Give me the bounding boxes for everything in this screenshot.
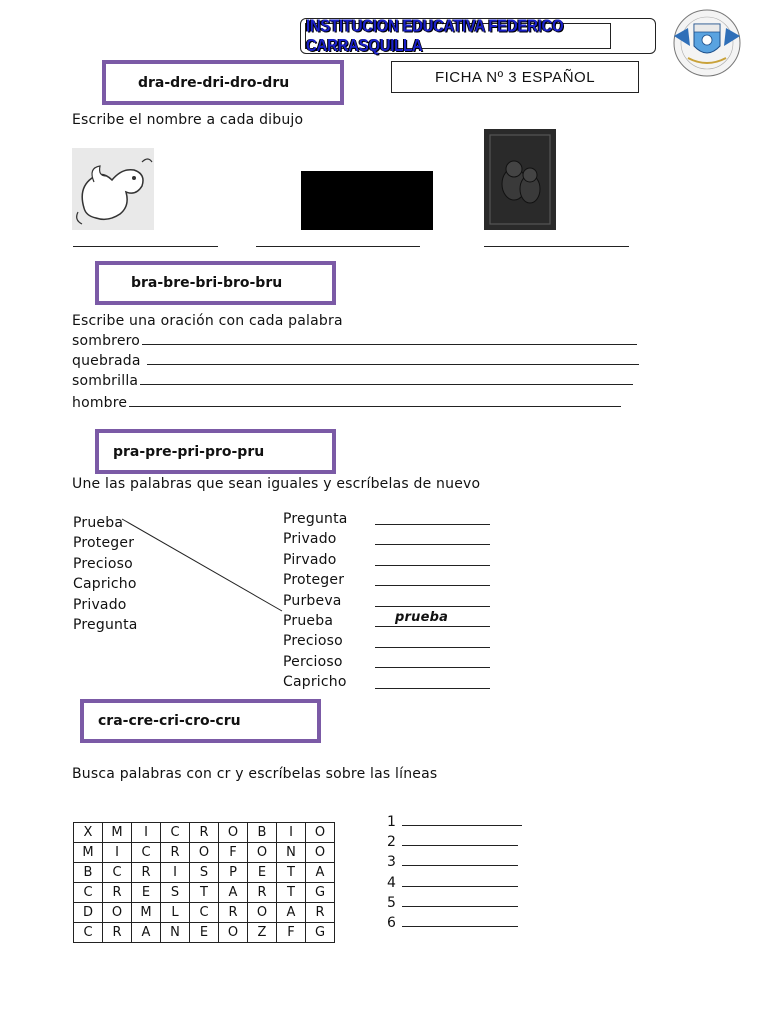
right-word[interactable]: Pirvado xyxy=(283,551,337,568)
sentence-row-quebrada xyxy=(72,353,639,369)
grid-cell[interactable]: T xyxy=(277,863,306,883)
answer-line[interactable] xyxy=(375,625,490,627)
grid-cell[interactable]: Z xyxy=(248,923,277,943)
answer-line-1[interactable] xyxy=(73,245,218,247)
grid-row xyxy=(74,903,335,923)
grid-cell[interactable]: A xyxy=(219,883,248,903)
answer-line[interactable] xyxy=(375,584,490,586)
grid-cell[interactable]: A xyxy=(306,863,335,883)
numbered-line-6 xyxy=(387,915,518,931)
answer-line[interactable] xyxy=(375,564,490,566)
grid-row xyxy=(74,843,335,863)
grid-cell[interactable]: R xyxy=(161,843,190,863)
grid-cell[interactable]: C xyxy=(161,823,190,843)
left-word[interactable]: Capricho xyxy=(73,576,137,593)
grid-cell[interactable]: R xyxy=(103,923,132,943)
grid-row xyxy=(74,883,335,903)
grid-cell[interactable]: I xyxy=(277,823,306,843)
sentence-line[interactable] xyxy=(142,343,637,345)
word-answer-line[interactable] xyxy=(402,844,518,846)
grid-cell[interactable]: O xyxy=(103,903,132,923)
grid-row xyxy=(74,923,335,943)
right-word[interactable]: Purbeva xyxy=(283,592,342,609)
grid-cell[interactable]: O xyxy=(190,843,219,863)
grid-cell[interactable]: R xyxy=(190,823,219,843)
line-number: 4 xyxy=(387,875,397,891)
dragon-drawing xyxy=(72,148,154,230)
grid-cell[interactable]: M xyxy=(74,843,103,863)
numbered-line-1 xyxy=(387,814,522,830)
grid-cell[interactable]: F xyxy=(219,843,248,863)
grid-cell[interactable]: T xyxy=(277,883,306,903)
institution-title-frame xyxy=(305,16,611,56)
grid-cell[interactable]: E xyxy=(190,923,219,943)
grid-cell[interactable]: C xyxy=(74,923,103,943)
grid-cell[interactable]: O xyxy=(248,843,277,863)
left-word[interactable]: Prueba xyxy=(73,515,124,531)
grid-cell[interactable]: R xyxy=(132,863,161,883)
left-word[interactable]: Proteger xyxy=(73,535,135,552)
line-number: 3 xyxy=(387,854,397,870)
school-crest-logo xyxy=(668,8,746,78)
grid-cell[interactable]: I xyxy=(103,843,132,863)
grid-cell[interactable]: D xyxy=(74,903,103,923)
sentence-row-sombrilla xyxy=(72,373,633,389)
numbered-line-3 xyxy=(387,854,518,870)
line-number: 6 xyxy=(387,915,397,931)
line-number: 2 xyxy=(387,834,397,850)
grid-cell[interactable]: A xyxy=(277,903,306,923)
section-label-dra: dra-dre-dri-dro-dru xyxy=(102,60,344,105)
grid-cell[interactable]: I xyxy=(132,823,161,843)
word-answer-line[interactable] xyxy=(402,925,518,927)
left-word[interactable]: Pregunta xyxy=(73,617,138,634)
sentence-line[interactable] xyxy=(129,405,621,407)
right-word[interactable]: Privado xyxy=(283,531,337,548)
numbered-line-4 xyxy=(387,875,518,891)
grid-cell[interactable]: E xyxy=(248,863,277,883)
word-answer-line[interactable] xyxy=(402,864,518,866)
sentence-word: sombrero xyxy=(72,333,141,349)
right-word-list xyxy=(283,509,348,693)
right-word[interactable]: Pregunta xyxy=(283,511,348,527)
right-word[interactable]: Capricho xyxy=(283,674,347,691)
numbered-line-5 xyxy=(387,895,518,911)
answer-line[interactable] xyxy=(375,646,490,648)
grid-cell[interactable]: C xyxy=(190,903,219,923)
grid-cell[interactable]: S xyxy=(161,883,190,903)
word-answer-line[interactable] xyxy=(402,885,518,887)
example-answer: prueba xyxy=(395,610,449,625)
grid-cell[interactable]: B xyxy=(74,863,103,883)
right-word[interactable]: Percioso xyxy=(283,653,343,670)
sentence-line[interactable] xyxy=(140,383,633,385)
section-label-pra: pra-pre-pri-pro-pru xyxy=(95,429,336,474)
grid-cell[interactable]: T xyxy=(190,883,219,903)
instruction-word-search: Busca palabras con cr y escríbelas sobre las líneas xyxy=(72,766,438,782)
matching-line xyxy=(118,515,288,615)
sentence-row-sombrero xyxy=(72,333,637,349)
grid-cell[interactable]: F xyxy=(277,923,306,943)
right-word[interactable]: Proteger xyxy=(283,572,345,589)
grid-cell[interactable]: R xyxy=(219,903,248,923)
grid-cell[interactable]: M xyxy=(103,823,132,843)
institution-title: INSTITUCION EDUCATIVA FEDERICO CARRASQUILLA xyxy=(306,16,564,56)
grid-cell[interactable]: N xyxy=(277,843,306,863)
sentence-word: sombrilla xyxy=(72,373,139,389)
grid-cell[interactable]: X xyxy=(74,823,103,843)
section-label-bra: bra-bre-bri-bro-bru xyxy=(95,261,336,305)
answer-line[interactable] xyxy=(375,523,490,525)
instruction-name-drawings: Escribe el nombre a cada dibujo xyxy=(72,112,304,128)
sentence-word: hombre xyxy=(72,395,128,411)
grid-row xyxy=(74,823,335,843)
left-word[interactable]: Precioso xyxy=(73,555,133,572)
grid-cell[interactable]: O xyxy=(219,823,248,843)
grid-cell[interactable]: C xyxy=(74,883,103,903)
answer-line[interactable] xyxy=(375,543,490,545)
grid-cell[interactable]: O xyxy=(306,823,335,843)
word-search-grid xyxy=(73,822,335,943)
left-word[interactable]: Privado xyxy=(73,596,127,613)
grid-cell[interactable]: P xyxy=(219,863,248,883)
grid-cell[interactable]: G xyxy=(306,883,335,903)
grid-cell[interactable]: E xyxy=(132,883,161,903)
grid-cell[interactable]: C xyxy=(132,843,161,863)
section-label-cra: cra-cre-cri-cro-cru xyxy=(80,699,321,743)
right-word[interactable]: Prueba xyxy=(283,613,334,630)
grid-cell[interactable]: R xyxy=(103,883,132,903)
numbered-line-2 xyxy=(387,834,518,850)
grid-cell[interactable]: O xyxy=(219,923,248,943)
grid-cell[interactable]: I xyxy=(161,863,190,883)
grid-cell[interactable]: R xyxy=(306,903,335,923)
instruction-match-words: Une las palabras que sean iguales y escríbelas de nuevo xyxy=(72,476,481,492)
dalmatian-drawing xyxy=(484,129,556,230)
worksheet-title: FICHA Nº 3 ESPAÑOL xyxy=(391,61,639,93)
grid-cell[interactable]: B xyxy=(248,823,277,843)
grid-cell[interactable]: A xyxy=(132,923,161,943)
answer-line[interactable] xyxy=(375,605,490,607)
answer-line[interactable] xyxy=(375,666,490,668)
grid-cell[interactable]: O xyxy=(248,903,277,923)
grid-cell[interactable]: O xyxy=(306,843,335,863)
grid-cell[interactable]: M xyxy=(132,903,161,923)
answer-line-2[interactable] xyxy=(256,245,420,247)
institution-header xyxy=(300,18,656,54)
black-image xyxy=(301,171,433,230)
word-answer-line[interactable] xyxy=(402,905,518,907)
sentence-line[interactable] xyxy=(147,363,639,365)
answer-line[interactable] xyxy=(375,687,490,689)
word-answer-line[interactable] xyxy=(402,824,522,826)
grid-cell[interactable]: R xyxy=(248,883,277,903)
grid-cell[interactable]: S xyxy=(190,863,219,883)
line-number: 1 xyxy=(387,814,397,830)
sentence-word: quebrada xyxy=(72,353,141,369)
right-word[interactable]: Precioso xyxy=(283,633,343,650)
grid-row xyxy=(74,863,335,883)
line-number: 5 xyxy=(387,895,397,911)
answer-line-3[interactable] xyxy=(484,245,629,247)
grid-cell[interactable]: L xyxy=(161,903,190,923)
grid-cell[interactable]: G xyxy=(306,923,335,943)
grid-cell[interactable]: C xyxy=(103,863,132,883)
sentence-row-hombre xyxy=(72,395,621,411)
grid-cell[interactable]: N xyxy=(161,923,190,943)
instruction-sentences: Escribe una oración con cada palabra xyxy=(72,313,343,329)
